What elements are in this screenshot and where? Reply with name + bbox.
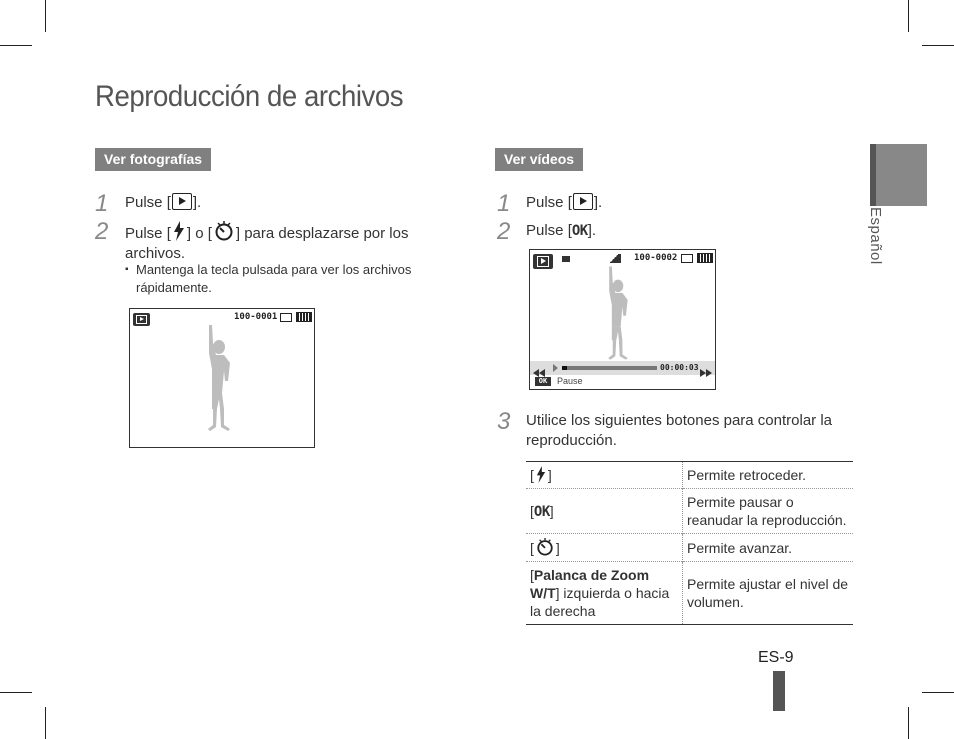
timer-icon: [536, 538, 554, 556]
table-row: [526, 489, 853, 534]
crop-mark: [45, 707, 46, 739]
crop-mark: [45, 0, 46, 32]
section-videos: Ver vídeos: [495, 148, 583, 171]
step-number: 2: [497, 218, 511, 245]
photo-playback-screen: [129, 308, 315, 448]
note-bullet: ▪: [125, 264, 129, 275]
table-desc-cell: Permite pausar o reanudar la reproducción.: [687, 494, 847, 528]
page-number: ES-9: [758, 649, 794, 666]
crop-mark: [908, 707, 909, 739]
pause-label: Pause: [557, 376, 583, 386]
crop-mark: [922, 692, 954, 693]
table-key-cell: [ ]: [526, 462, 683, 489]
play-status-icon: [553, 364, 558, 372]
video-step-1-text: Pulse [ ].: [526, 194, 603, 211]
person-silhouette: [194, 323, 244, 435]
ok-key-icon: OK: [533, 503, 550, 520]
table-desc-cell: Permite ajustar el nivel de volumen.: [687, 576, 849, 610]
movie-icon: [562, 256, 570, 262]
flash-icon: [173, 221, 185, 241]
page-marker: [773, 671, 785, 711]
ok-key-icon: OK: [571, 223, 588, 239]
video-playback-screen: [529, 249, 716, 390]
table-key-cell: [ ]: [526, 534, 683, 562]
image-size-icon: [280, 313, 292, 322]
crop-mark: [908, 0, 909, 32]
step-number: 2: [95, 218, 109, 245]
table-key-cell: [Palanca de Zoom W/T] izquierda o hacia la derecha: [526, 562, 683, 625]
image-size-icon: [681, 254, 693, 263]
table-row: [526, 534, 853, 562]
table-desc-cell: Permite avanzar.: [687, 539, 793, 556]
timer-icon: [214, 221, 234, 241]
step-1-text: Pulse [ ].: [125, 194, 202, 211]
battery-icon: [296, 312, 312, 322]
crop-mark: [0, 45, 32, 46]
step-2-text: Pulse [ ] o [ ] para desplazarse por los archivos.: [125, 221, 445, 264]
language-tab: [870, 144, 927, 206]
file-number: 100-0002: [634, 253, 678, 263]
volume-icon: [607, 254, 621, 263]
step-number: 1: [95, 190, 109, 217]
table-row: [526, 562, 853, 625]
battery-icon: [697, 253, 713, 263]
playback-mode-icon: [533, 254, 553, 269]
language-label: Español: [867, 207, 884, 265]
step-number: 1: [497, 190, 511, 217]
ok-indicator: OK: [535, 377, 551, 386]
note-text: Mantenga la tecla pulsada para ver los archivos rápidamente.: [136, 262, 412, 295]
section-photos: Ver fotografías: [95, 148, 211, 171]
page-title: Reproducción de archivos: [95, 80, 404, 113]
step-number: 3: [497, 408, 511, 435]
progress-fill: [562, 366, 567, 370]
video-step-2-text: Pulse [OK].: [526, 222, 597, 239]
play-icon: [172, 193, 192, 210]
playback-mode-icon: [133, 313, 150, 326]
crop-mark: [0, 692, 32, 693]
video-step-3-text: Utilice los siguientes botones para controlar la reproducción.: [526, 412, 832, 449]
file-number: 100-0001: [234, 312, 278, 322]
play-icon: [573, 193, 593, 210]
table-desc-cell: Permite retroceder.: [687, 467, 807, 483]
progress-track: [562, 366, 657, 370]
table-key-cell: [OK]: [526, 489, 683, 534]
video-time: 00:00:03: [660, 363, 699, 372]
table-row: [526, 462, 853, 489]
person-silhouette: [596, 264, 640, 364]
language-tab-bar: [870, 144, 876, 206]
crop-mark: [922, 45, 954, 46]
flash-icon: [536, 466, 546, 483]
controls-table-wrap: [526, 461, 853, 625]
forward-icon: [700, 364, 712, 382]
controls-table: [526, 462, 853, 625]
